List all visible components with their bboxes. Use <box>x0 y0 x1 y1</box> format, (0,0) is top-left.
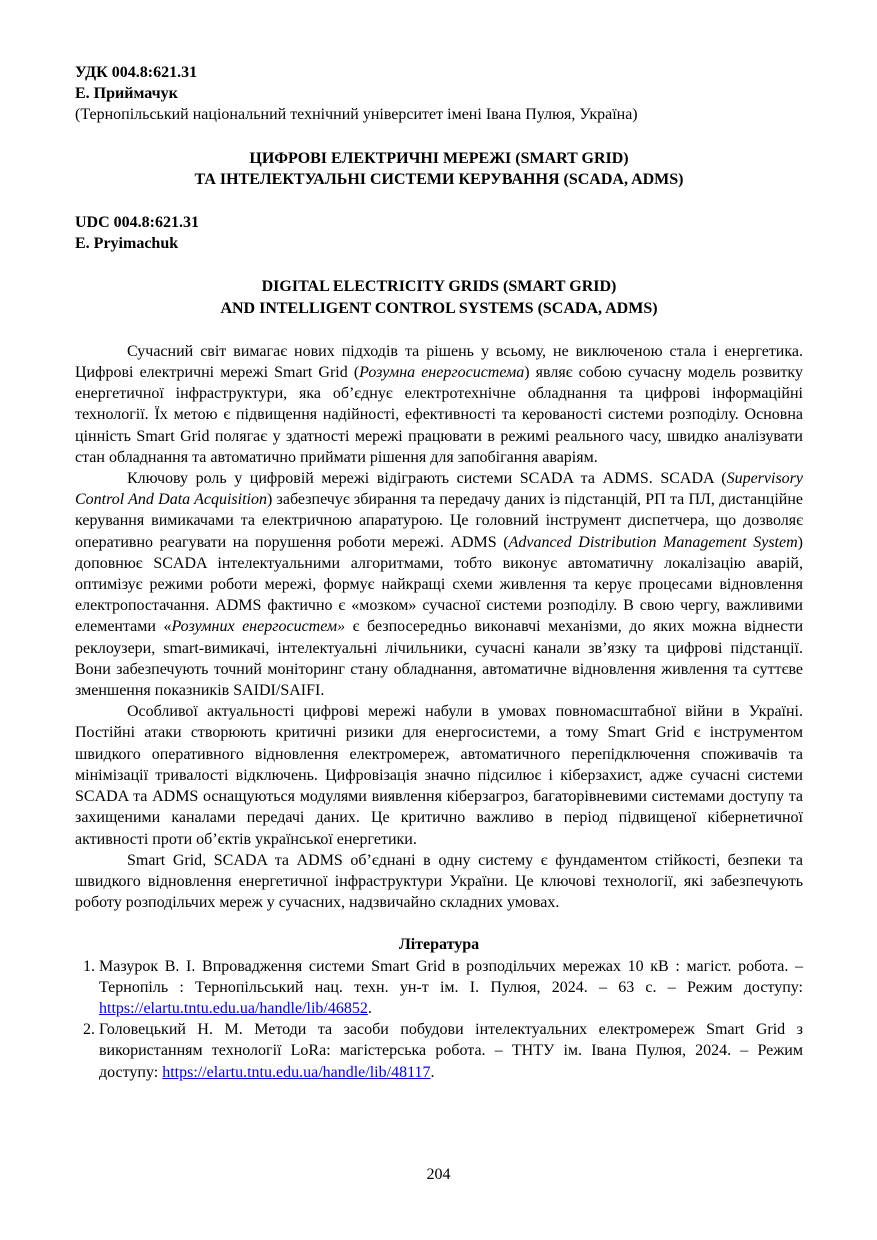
author-ua: Е. Приймачук <box>75 85 178 103</box>
title-ua <box>75 148 803 190</box>
italic-term: Розумна енергосистема <box>359 364 525 382</box>
paragraph-1: Сучасний світ вимагає нових підходів та рішень у всьому, не виключеною стала і енергетика. Цифрові електричні мережі Smart Grid (Розумна енергосистема) являє собою сучасну модель розвитку енергетичної інфраструктури, яка об’єднує електротехнічне обладнання та цифрові інформаційні технології. Їх метою є підвищення надійності, ефективності та керованості системи розподілу. Основна цінність Smart Grid полягає у здатності мережі працювати в режимі реального часу, швидко аналізувати стан обладнання та автоматично приймати рішення для запобігання аваріям. <box>75 342 803 466</box>
title-en <box>75 276 803 318</box>
references-title: Література <box>398 936 480 954</box>
title-ua-line2: ТА ІНТЕЛЕКТУАЛЬНІ СИСТЕМИ КЕРУВАННЯ (SCADA, ADMS) <box>194 170 684 188</box>
paragraph-4: Smart Grid, SCADA та ADMS об’єднані в одну систему є фундаментом стійкості, безпеки та швидкого відновлення енергетичної інфраструктури України. Це ключові технології, які забезпечують роботу розподільчих мереж у сучасних, надзвичайно складних умовах. <box>75 851 803 912</box>
title-en-line2: AND INTELLIGENT CONTROL SYSTEMS (SCADA, ADMS) <box>220 299 658 317</box>
header-ukrainian <box>75 62 803 190</box>
article-body <box>75 341 803 913</box>
references-list <box>75 956 803 1083</box>
reference-link[interactable]: https://elartu.tntu.edu.ua/handle/lib/48117 <box>162 1063 431 1081</box>
paper-page <box>75 62 803 1083</box>
title-ua-line1: ЦИФРОВІ ЕЛЕКТРИЧНІ МЕРЕЖІ (SMART GRID) <box>249 149 629 167</box>
paragraph-2: Ключову роль у цифровій мережі відіграють системи SCADA та ADMS. SCADA (Supervisory Control And Data Acquisition) забезпечує збирання та передачу даних із підстанцій, РП та ПЛ, дистанційне керування вимикачами та електричною апаратурою. Це головний інструмент диспетчера, що дозволяє оперативно реагувати на порушення роботи мережі. ADMS (Advanced Distribution Management System) доповнює SCADA інтелектуальними алгоритмами, тобто виконує автоматичну локалізацію аварій, оптимізує режими роботи мережі, формує найкращі схеми живлення та керує процесами відновлення електропостачання. ADMS фактично є «мозком» сучасної системи розподілу. В свою чергу, важливими елементами «Розумних енергосистем» є безпосередньо виконавчі механізми, до яких можна віднести реклоузери, smart-вимикачі, інтелектуальні лічильники, сучасні канали зв’язку та цифрові підстанції. Вони забезпечують точний моніторинг стану обладнання, автоматичне відновлення живлення та суттєве зменшення показників SAIDI/SAIFI. <box>75 470 804 700</box>
header-english <box>75 212 803 319</box>
affiliation: (Тернопільський національний технічний університет імені Івана Пулюя, Україна) <box>75 106 638 124</box>
page-number: 204 <box>426 1166 451 1183</box>
reference-item: 2. Головецький Н. М. Методи та засоби побудови інтелектуальних електромереж Smart Grid з використанням технології LoRa: магістерська робота. – ТНТУ ім. Івана Пулюя, 2024. – Режим доступу: https://elartu.tntu.edu.ua/handle/lib/48117. <box>99 1019 803 1083</box>
italic-term: Advanced Distribution Management System <box>508 533 798 551</box>
paragraph-3: Особливої актуальності цифрові мережі набули в умовах повномасштабної війни в Україні. Постійні атаки створюють критичні ризики для енергосистеми, а тому Smart Grid є інструментом швидкого оперативного відновлення електромереж, автоматичного перепідключення споживачів та мінімізації тривалості відключень. Цифровізація значно підсилює і кіберзахист, адже сучасні системи SCADA та ADMS оснащуються модулями виявлення кіберзагроз, багаторівневими системами доступу та захищеними каналами передачі даних. Це критично важливо в період підвищеної кібернетичної активності проти об’єктів української енергетики. <box>75 703 803 848</box>
italic-term: Розумних енергосистем» <box>171 618 346 636</box>
italic-term: Supervisory Control And Data Acquisition <box>75 470 803 509</box>
reference-link[interactable]: https://elartu.tntu.edu.ua/handle/lib/46852 <box>99 999 368 1017</box>
author-en: E. Pryimachuk <box>75 235 179 253</box>
references-section <box>75 934 803 1082</box>
udc-code-ua: УДК 004.8:621.31 <box>75 64 198 81</box>
udc-code-en: UDC 004.8:621.31 <box>75 214 199 232</box>
reference-item: 1. Мазурок В. І. Впровадження системи Smart Grid в розподільчих мережах 10 кВ : магіст. робота. – Тернопіль : Тернопільський нац. техн. ун-т ім. І. Пулюя, 2024. – 63 с. – Режим доступу: https://elartu.tntu.edu.ua/handle/lib/46852. <box>99 956 803 1020</box>
title-en-line1: DIGITAL ELECTRICITY GRIDS (SMART GRID) <box>261 278 617 296</box>
